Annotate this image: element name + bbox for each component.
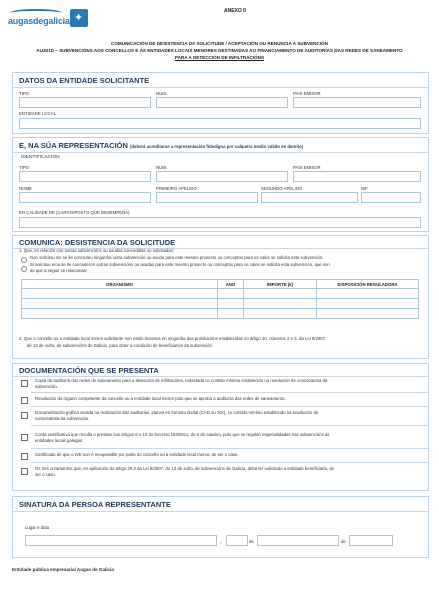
doc-item-6-cont: ser o caso. [35, 472, 57, 477]
table-row [22, 309, 419, 319]
table-row [22, 289, 419, 299]
option-si-solicitou-radio[interactable] [21, 266, 27, 272]
dia-field[interactable] [226, 535, 248, 546]
doc-checkbox-2[interactable] [21, 397, 28, 404]
doc-checkbox-3[interactable] [21, 412, 28, 419]
nif-label: NIF [361, 186, 368, 191]
rep-num-label: NÚM. [156, 165, 167, 170]
pais-emisor-field[interactable] [293, 97, 421, 108]
logo-text: augasdegalicia [8, 16, 70, 26]
table-cell[interactable] [317, 289, 419, 299]
table-header-row [22, 280, 419, 289]
doc-item-3-cont: convocatoria da subvención. [35, 416, 90, 421]
comunica-section [12, 235, 429, 359]
doc-item-5: Certificado de que o IVE non é recuperable por parte do concello ou a entidade local menor, de ser o caso. [35, 452, 239, 457]
document-title [0, 40, 439, 61]
segundo-apelido-field[interactable] [261, 192, 358, 203]
divider [31, 462, 428, 463]
option-non-solicitou-radio[interactable] [21, 257, 27, 263]
table-cell[interactable] [218, 299, 244, 309]
tipo-field[interactable] [19, 97, 151, 108]
representacion-heading-text: E, NA SÚA REPRESENTACIÓN [19, 141, 128, 150]
title-line-2: AU301D – SUBVENCIÓNS AOS CONCELLOS E ÁS ENTIDADES LOCAIS MENORES DESTINADAS AO FINANCIAMENTO DE AUDITORÍAS DAS REDES DE SANEAMENTO [36, 48, 403, 53]
comunica-item-1: 1. Que, en relación con outras subvencións ou axudas concedidas ou solicitadas: [19, 248, 175, 253]
doc-checkbox-1[interactable] [21, 380, 28, 387]
identificacion-label: IDENTIFICACIÓN [21, 155, 60, 160]
divider [31, 425, 428, 426]
table-cell[interactable] [218, 309, 244, 319]
entidade-local-field[interactable] [19, 118, 421, 129]
representacion-heading [19, 141, 303, 150]
table-cell[interactable] [317, 299, 419, 309]
nif-field[interactable] [361, 192, 421, 203]
table-row [22, 299, 419, 309]
table-cell[interactable] [22, 309, 218, 319]
ano-field[interactable] [349, 535, 393, 546]
de-label-1: de [249, 539, 254, 544]
num-field[interactable] [156, 97, 288, 108]
anexo-label: ANEXO II [224, 8, 246, 14]
rep-tipo-label: TIPO [19, 165, 30, 170]
footer-text: Entidade pública empresarial Augas de Galicia [12, 567, 114, 572]
doc-item-6: Os tres orzamentos que, en aplicación do artigo 29.3 da Lei 9/2007, do 13 de xuño, de subvencións de Galicia, deba ter solicitado a entidade beneficiaria, de [35, 466, 335, 471]
title-line-3: PARA A DETECCIÓN DE INFILTRACIÓNS [174, 55, 265, 60]
divider [13, 152, 428, 153]
entidade-section [12, 72, 429, 134]
doc-item-4-cont: entidades locais galegas. [35, 438, 84, 443]
comunica-heading: COMUNICA: DESISTENCIA DA SOLICITUDE [19, 238, 176, 247]
rep-pais-emisor-label: PAÍS EMISOR [293, 165, 321, 170]
table-cell[interactable] [218, 289, 244, 299]
calidade-label: EN CALIDADE DE (CARGO/POSTO QUE DESEMPEÑA) [19, 210, 130, 215]
primeiro-apelido-label: PRIMEIRO APELIDO [156, 186, 197, 191]
de-label-2: de [341, 539, 346, 544]
entidade-heading: DATOS DA ENTIDADE SOLICITANTE [19, 76, 150, 85]
col-disposicion: DISPOSICIÓN REGULADORA [317, 280, 419, 289]
nome-field[interactable] [19, 192, 151, 203]
table-cell[interactable] [244, 289, 317, 299]
doc-checkbox-6[interactable] [21, 468, 28, 475]
pais-emisor-label: PAÍS EMISOR [293, 91, 321, 96]
comunica-item-2-cont: de 13 de xuño, de subvencións de Galicia, para obter a condición de beneficiarios da subvención. [27, 343, 214, 348]
table-cell[interactable] [317, 309, 419, 319]
sinatura-heading: SINATURA DA PERSOA REPRESENTANTE [19, 500, 171, 509]
doc-checkbox-5[interactable] [21, 453, 28, 460]
lugar-data-label: Lugar e data [25, 525, 50, 530]
documentacion-section [12, 363, 429, 491]
divider [13, 376, 428, 377]
col-importe: IMPORTE (€) [244, 280, 317, 289]
doc-item-1: Copia da auditoría das redes de saneamento para a detección de infiltracións, redactada co contido mínimo establecido na resolución de convocatoria da [35, 378, 328, 383]
table-cell[interactable] [244, 309, 317, 319]
augas-logo-wordmark [8, 6, 70, 28]
divider [13, 87, 428, 88]
rep-pais-emisor-field[interactable] [293, 171, 421, 182]
documentacion-heading: DOCUMENTACIÓN QUE SE PRESENTA [19, 366, 159, 375]
xunta-emblem-icon [70, 9, 88, 27]
doc-item-4: Conta xustificativa que recolla o previsto nos artigos 8 e 10 do Decreto 193/2011, do 6 de outubro, polo que se regulan especialidades nas subvencións ás [35, 432, 330, 437]
tipo-label: TIPO [19, 91, 30, 96]
lugar-field[interactable] [25, 535, 217, 546]
doc-item-1-cont: subvención. [35, 384, 58, 389]
subvencions-table [21, 279, 419, 319]
comma-separator: , [220, 539, 222, 545]
divider [31, 406, 428, 407]
option-non-solicitou-text: Non solicitou nin se lle concedeu ningunha outra subvención ou axuda para este mesmo proxecto ou conceptos para os cales se solicita esta subvención. [30, 255, 324, 260]
title-line-1: COMUNICACIÓN DE DESISTENCIA DA SOLICITUDE / ACEPTACIÓN OU RENUNCIA Á SUBVENCIÓN [111, 41, 328, 46]
segundo-apelido-label: SEGUNDO APELIDO [261, 186, 303, 191]
nome-label: NOME [19, 186, 32, 191]
rep-num-field[interactable] [156, 171, 288, 182]
primeiro-apelido-field[interactable] [156, 192, 258, 203]
sinatura-section [12, 496, 429, 558]
doc-item-3: Documentación gráfica xerada na realización das auditorías, planos en formato dixital (CAD ou SIX), co contido mínimo establecido na resolución de [35, 410, 319, 415]
num-label: NÚM. [156, 91, 167, 96]
col-ano: ANO [218, 280, 244, 289]
table-cell[interactable] [244, 299, 317, 309]
entidade-local-label: ENTIDADE LOCAL [19, 111, 57, 116]
calidade-field[interactable] [19, 217, 421, 228]
representacion-note: (deberá acreditarse a representación fidedigna por calquera medio válido en dereito) [130, 144, 304, 149]
table-cell[interactable] [22, 299, 218, 309]
rep-tipo-field[interactable] [19, 171, 151, 182]
doc-item-2: Resolución do órgano competente do concello ou a entidade local menor polo que se aproba a auditoría das redes de saneamento. [35, 396, 286, 401]
option-si-solicitou-text-cont: as que a seguir se relacionan: [30, 268, 88, 273]
representacion-section [12, 137, 429, 232]
option-si-solicitou-text: Si solicitou e/ou se lle concederon outras subvencións ou axudas para este mesmo proxecto ou conceptos para os cales se solicita esta subvención, que son [30, 262, 330, 267]
augas-de-galicia-logo [8, 6, 90, 30]
mes-field[interactable] [257, 535, 339, 546]
col-organismo: ORGANISMO [22, 280, 218, 289]
comunica-item-2: 2. Que o concello ou a entidade local menor solicitante non están incursos en ningunha das prohibicións establecidas no artigo 10, números 2 e 3, da Lei 9/2007, [19, 336, 327, 341]
table-cell[interactable] [22, 289, 218, 299]
divider [31, 448, 428, 449]
doc-checkbox-4[interactable] [21, 434, 28, 441]
divider [31, 392, 428, 393]
divider [13, 511, 428, 512]
